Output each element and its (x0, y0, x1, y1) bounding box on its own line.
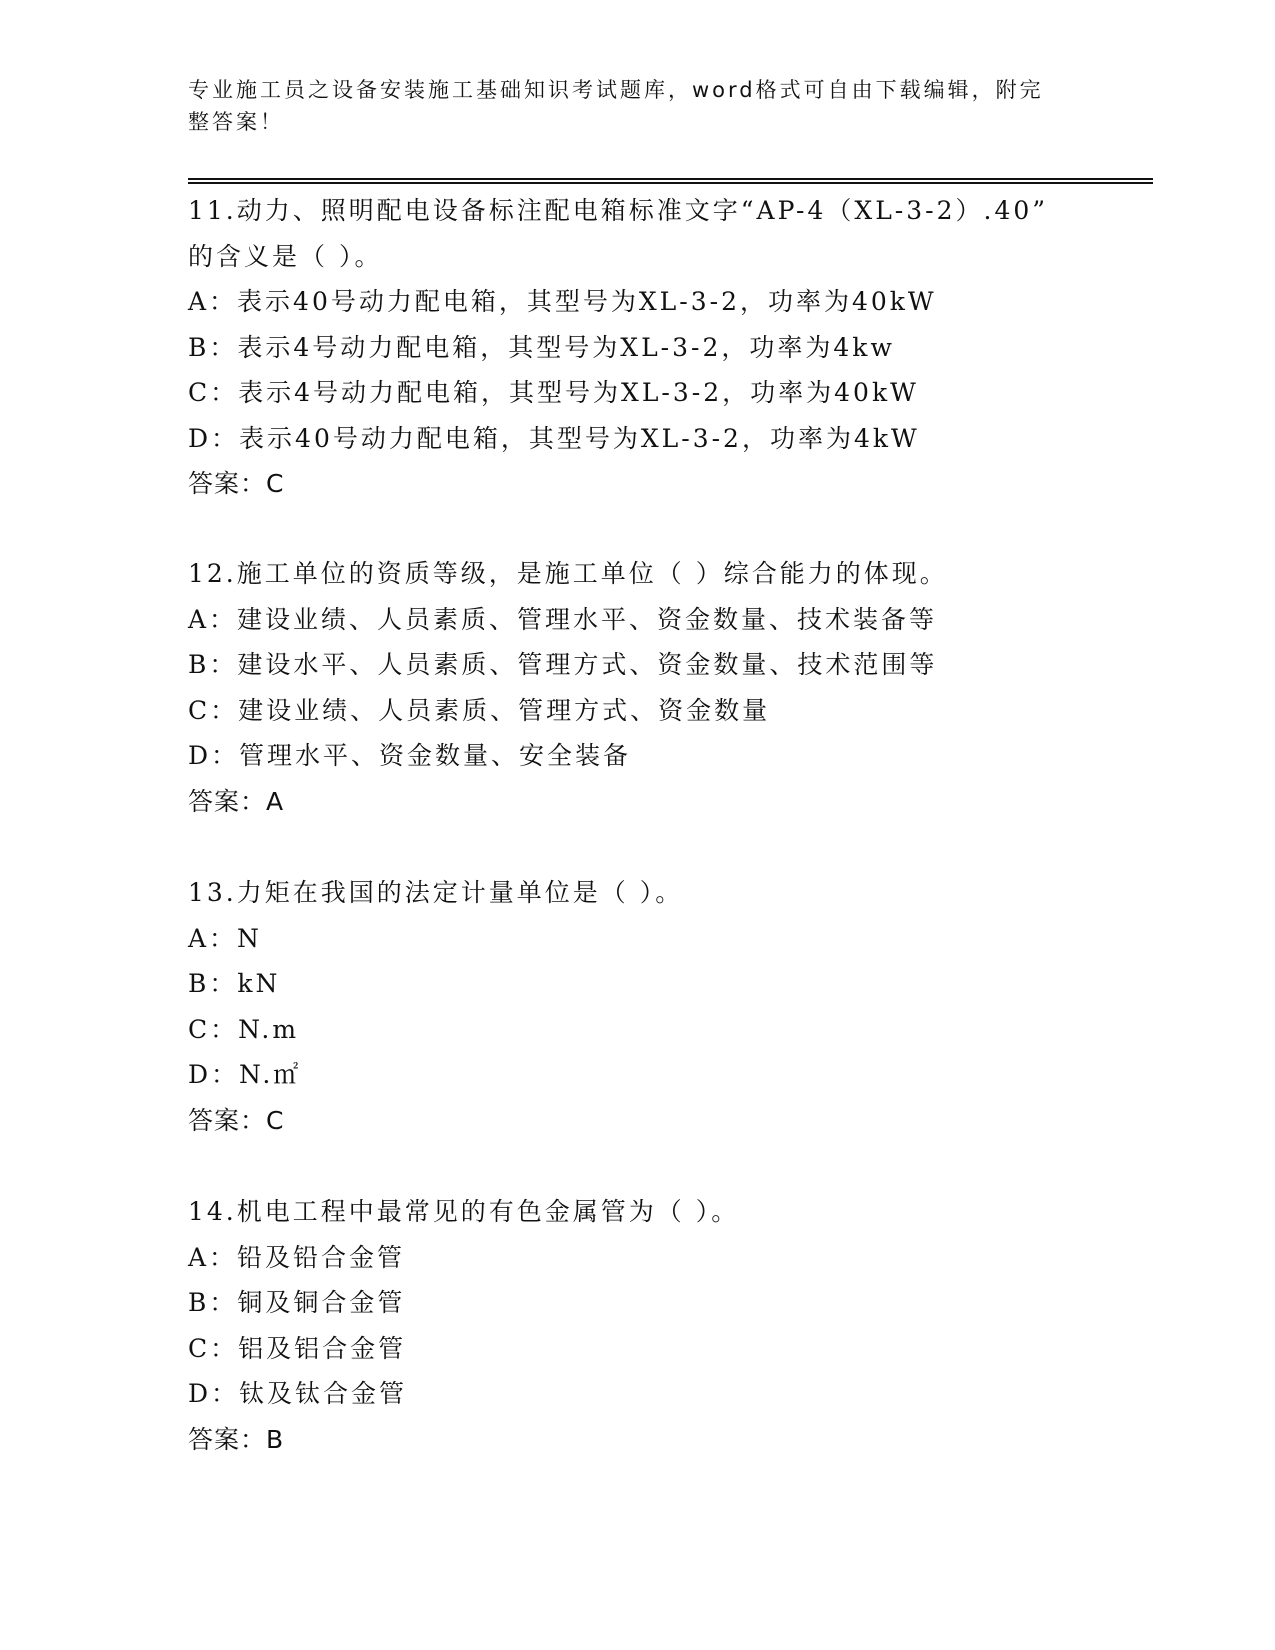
answer-label: 答案：B (188, 1424, 285, 1454)
option-d: D：N.㎡ (188, 1060, 302, 1089)
option-c: C：铝及铝合金管 (188, 1333, 407, 1363)
question-stem-continued: 的含义是（ ）。 (188, 241, 383, 271)
option-a: A：建设业绩、人员素质、管理水平、资金数量、技术装备等 (188, 604, 938, 634)
question-stem: 11.动力、照明配电设备标注配电箱标准文字“AP-4（XL-3-2）.40” (188, 196, 1049, 225)
option-a: A：铅及铅合金管 (188, 1242, 406, 1272)
option-d: D：表示40号动力配电箱，其型号为XL-3-2，功率为4kW (188, 423, 920, 453)
answer-label: 答案：C (188, 469, 285, 498)
option-b: B：表示4号动力配电箱，其型号为XL-3-2，功率为4kw (188, 332, 895, 362)
option-b: B：铜及铜合金管 (188, 1288, 406, 1317)
header-line-2: 整答案！ (188, 110, 284, 134)
header-line-1: 专业施工员之设备安装施工基础知识考试题库，word格式可自由下载编辑，附完 (188, 78, 1044, 102)
question-stem: 12.施工单位的资质等级，是施工单位（ ）综合能力的体现。 (188, 559, 948, 588)
option-d: D：管理水平、资金数量、安全装备 (188, 741, 632, 770)
question-13 (188, 870, 1148, 1143)
header-divider-bottom (188, 182, 1153, 184)
option-d: D：钛及钛合金管 (188, 1379, 408, 1408)
question-14 (188, 1189, 1148, 1462)
question-12 (188, 551, 1148, 824)
option-b: B：建设水平、人员素质、管理方式、资金数量、技术范围等 (188, 650, 938, 679)
option-b: B：kN (188, 969, 281, 998)
answer-label: 答案：C (188, 1105, 285, 1135)
document-header-note (188, 74, 1068, 138)
question-stem: 13.力矩在我国的法定计量单位是（ ）。 (188, 878, 684, 907)
question-11 (188, 188, 1148, 507)
option-c: C：N.m (188, 1014, 300, 1044)
question-stem: 14.机电工程中最常见的有色金属管为（ ）。 (188, 1197, 740, 1226)
option-c: C：表示4号动力配电箱，其型号为XL-3-2，功率为40kW (188, 378, 919, 407)
header-divider-top (188, 178, 1153, 180)
option-a: A：N (188, 923, 262, 953)
option-a: A：表示40号动力配电箱，其型号为XL-3-2，功率为40kW (188, 287, 937, 316)
answer-label: 答案：A (188, 786, 285, 816)
option-c: C：建设业绩、人员素质、管理方式、资金数量 (188, 695, 771, 725)
